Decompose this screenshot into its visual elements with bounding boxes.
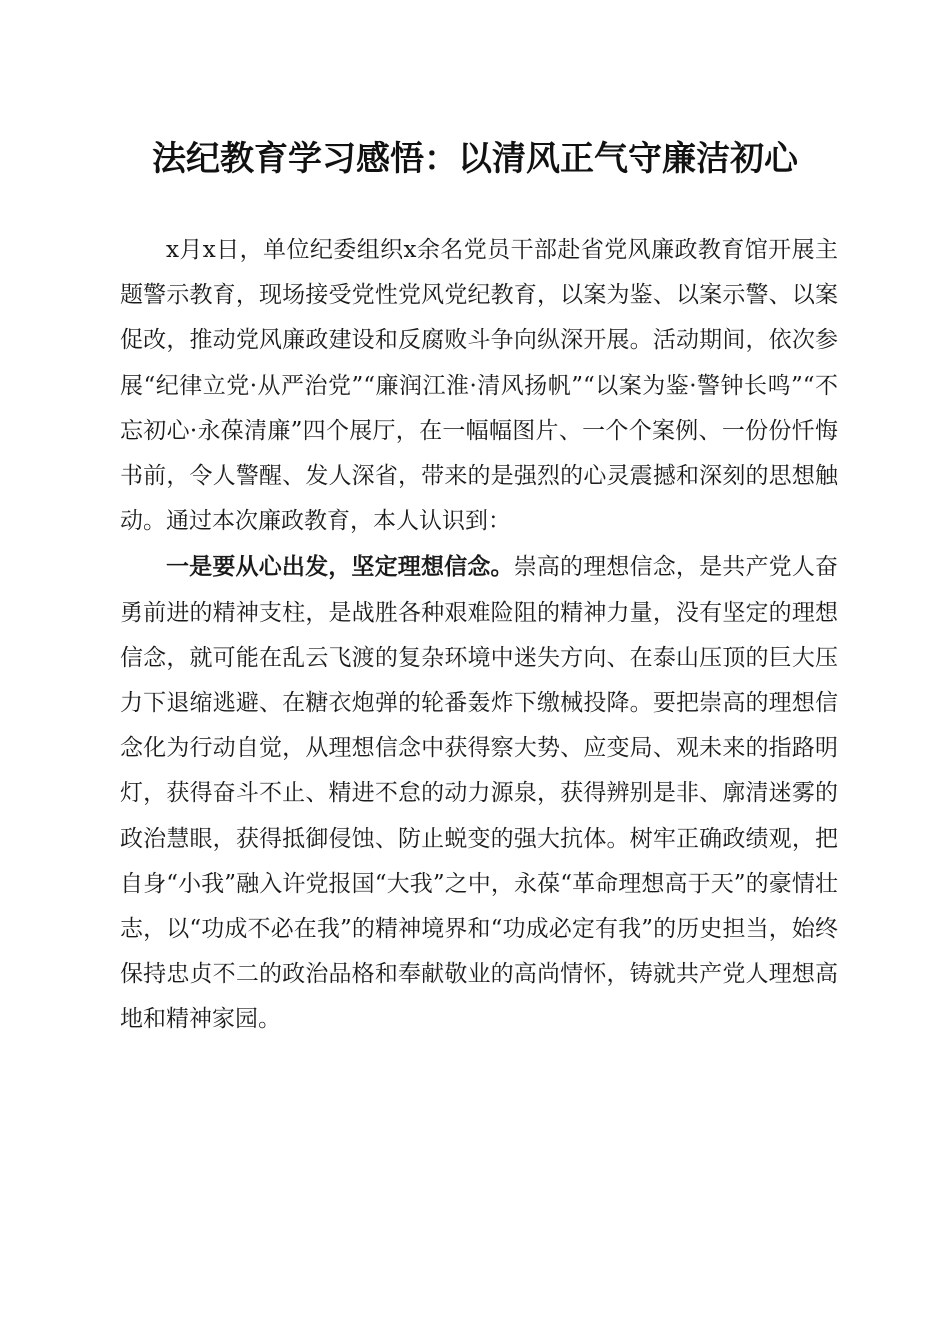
document-title: 法纪教育学习感悟：以清风正气守廉洁初心 [152,139,798,179]
paragraph-lead-heading: 一是要从心出发，坚定理想信念。 [166,553,514,581]
document-body [120,228,838,1043]
paragraph-text: x月x日，单位纪委组织x余名党员干部赴省党风廉政教育馆开展主题警示教育，现场接受党性党风党纪教育，以案为鉴、以案示警、以案促改，推动党风廉政建设和反腐败斗争向纵深开展。活动期间，依次参展“纪律立党·从严治党”“廉润江淮·清风扬帆”“以案为鉴·警钟长鸣”“不忘初心·永葆清廉”四个展厅，在一幅幅图片、一个个案例、一份份忏悔书前，令人警醒、发人深省，带来的是强烈的心灵震撼和深刻的思想触动。通过本次廉政教育，本人认识到： [120,237,838,535]
paragraph-text: 崇高的理想信念，是共产党人奋勇前进的精神支柱，是战胜各种艰难险阻的精神力量，没有坚定的理想信念，就可能在乱云飞渡的复杂环境中迷失方向、在泰山压顶的巨大压力下退缩逃避、在糖衣炮弹的轮番轰炸下缴械投降。要把崇高的理想信念化为行动自觉，从理想信念中获得察大势、应变局、观未来的指路明灯，获得奋斗不止、精进不怠的动力源泉，获得辨别是非、廓清迷雾的政治慧眼，获得抵御侵蚀、防止蜕变的强大抗体。树牢正确政绩观，把自身“小我”融入许党报国“大我”之中，永葆“革命理想高于天”的豪情壮志，以“功成不必在我”的精神境界和“功成必定有我”的历史担当，始终保持忠贞不二的政治品格和奉献敬业的高尚情怀，铸就共产党人理想高地和精神家园。 [120,554,839,1033]
paragraph-point-one [120,544,838,1042]
paragraph-intro [120,228,838,544]
